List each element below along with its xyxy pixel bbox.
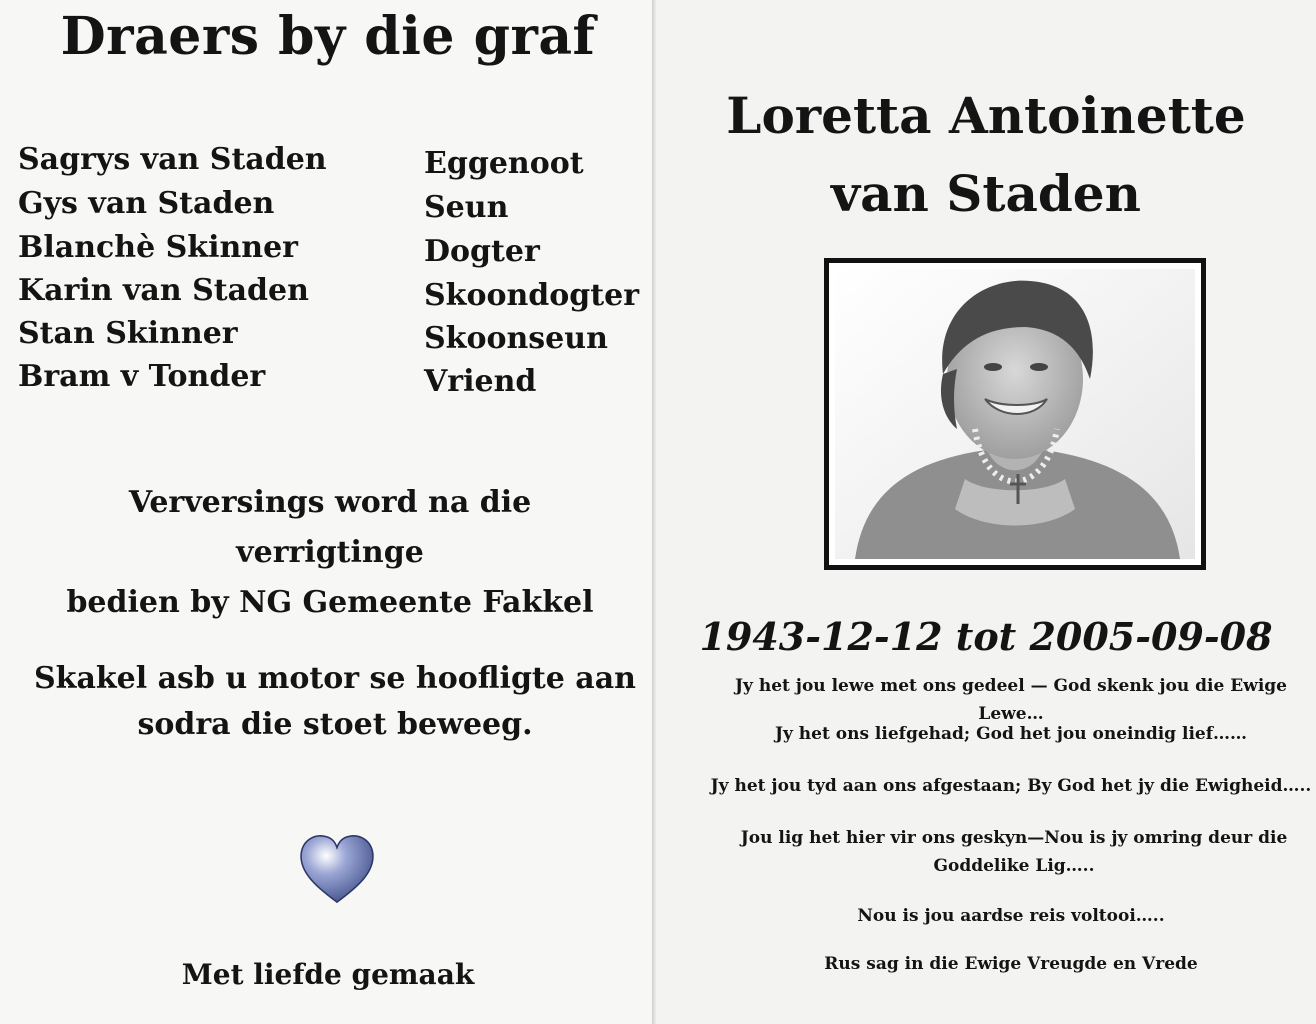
verse-line: Jy het jou tyd aan ons afgestaan; By God het jy die Ewigheid….. — [710, 776, 1312, 796]
heart-icon — [298, 832, 376, 906]
bearers-title: Draers by die graf — [60, 6, 596, 67]
bearer-role: Skoonseun — [424, 321, 608, 356]
bearer-role: Vriend — [424, 364, 537, 399]
bearer-name: Blanchè Skinner — [18, 230, 298, 265]
deceased-name-line-2: van Staden — [831, 164, 1141, 223]
refreshments-line-2: bedien by NG Gemeente Fakkel — [66, 585, 594, 620]
bearer-role: Seun — [424, 190, 509, 225]
left-page — [0, 0, 656, 1024]
verse-line: Jy het jou lewe met ons gedeel — God skenk jou die Ewige Lewe… — [735, 676, 1287, 724]
portrait-frame — [824, 258, 1206, 570]
refreshments-notice — [40, 478, 620, 628]
bearer-role: Eggenoot — [424, 146, 584, 181]
bearer-role: Skoondogter — [424, 278, 639, 313]
deceased-name-line-1: Loretta Antoinette — [726, 86, 1246, 145]
verse-line: Jou lig het hier vir ons geskyn—Nou is jy omring deur die Goddelike Lig….. — [740, 828, 1288, 876]
bearer-name: Karin van Staden — [18, 273, 309, 308]
verse-line: Nou is jou aardse reis voltooi….. — [857, 906, 1165, 926]
portrait-photo — [835, 269, 1195, 559]
bearer-name: Stan Skinner — [18, 316, 238, 351]
life-dates: 1943-12-12 tot 2005-09-08 — [699, 614, 1273, 659]
refreshments-line-1: Verversings word na die verrigtinge — [128, 485, 532, 570]
right-page — [656, 0, 1316, 1024]
bearer-name: Sagrys van Staden — [18, 142, 327, 177]
footer-made-with-love: Met liefde gemaak — [181, 958, 475, 991]
bearer-name: Gys van Staden — [18, 186, 275, 221]
headlights-line-1: Skakel asb u motor se hoofligte aan — [34, 661, 636, 696]
headlights-line-2: sodra die stoet beweeg. — [137, 707, 533, 742]
bearer-name: Bram v Tonder — [18, 359, 266, 394]
verse-line: Rus sag in die Ewige Vreugde en Vrede — [824, 954, 1198, 974]
bearer-role: Dogter — [424, 234, 540, 269]
verse-line: Jy het ons liefgehad; God het jou oneindig lief…… — [774, 724, 1248, 744]
headlights-notice — [20, 656, 650, 748]
